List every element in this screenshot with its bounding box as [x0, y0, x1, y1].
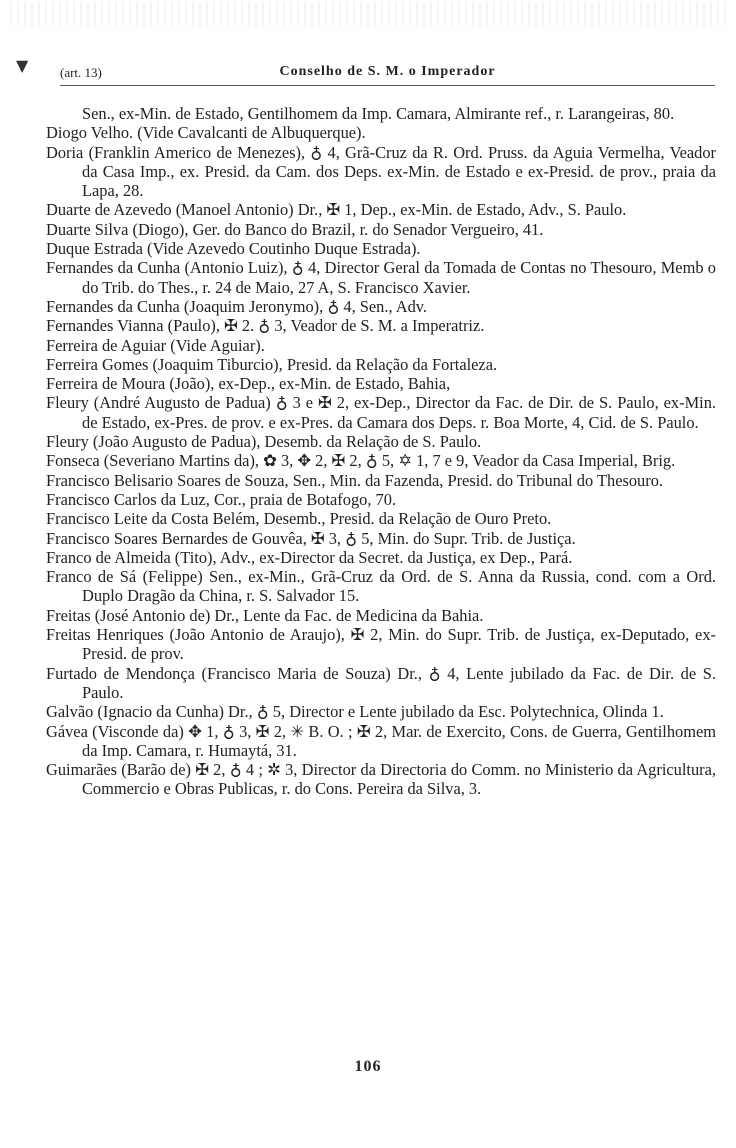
list-item: Fernandes da Cunha (Joaquim Jeronymo), ♁ 4, Sen., Adv.: [46, 296, 428, 316]
list-item: Fleury (André Augusto de Padua) ♁ 3 e ✠ 2, ex-Dep., Director da Fac. de Dir. de S. Paulo, ex-Min. de Estado, ex-Pres. de prov. e ex-Pres. da Camara dos Deps. r. Boa Morte, 4, Cid. de S. Paulo.: [46, 393, 716, 432]
list-item: Sen., ex-Min. de Estado, Gentilhomem da Imp. Camara, Almirante ref., r. Larangeiras, 80.: [82, 104, 675, 123]
list-item: Fernandes da Cunha (Antonio Luiz), ♁ 4, Director Geral da Tomada de Contas no Thesouro, Memb o do Trib. do Thes., r. 24 de Maio, 27 A, S. Francisco Xavier.: [46, 258, 716, 297]
list-item: Fonseca (Severiano Martins da), ✿ 3, ✥ 2, ✠ 2, ♁ 5, ✡ 1, 7 e 9, Veador da Casa Imperial, Brig.: [46, 451, 676, 471]
list-item: Ferreira Gomes (Joaquim Tiburcio), Presid. da Relação da Fortaleza.: [46, 354, 498, 374]
list-item: Francisco Carlos da Luz, Cor., praia de Botafogo, 70.: [46, 489, 397, 509]
list-item: Freitas (José Antonio de) Dr., Lente da Fac. de Medicina da Bahia.: [46, 605, 484, 625]
article-reference: (art. 13): [60, 65, 102, 80]
top-edge-noise: [10, 2, 726, 26]
list-item: Duque Estrada (Vide Azevedo Coutinho Duque Estrada).: [46, 239, 421, 259]
list-item: Galvão (Ignacio da Cunha) Dr., ♁ 5, Director e Lente jubilado da Esc. Polytechnica, Olinda 1.: [46, 702, 664, 722]
list-item: Franco de Almeida (Tito), Adv., ex-Director da Secret. da Justiça, ex Dep., Pará.: [46, 547, 573, 567]
list-item: Diogo Velho. (Vide Cavalcanti de Albuquerque).: [46, 123, 366, 143]
margin-mark: ▼: [16, 56, 29, 75]
running-header: [60, 63, 715, 86]
list-item: Fernandes Vianna (Paulo), ✠ 2. ♁ 3, Veador de S. M. a Imperatriz.: [46, 316, 485, 336]
list-item: Ferreira de Moura (João), ex-Dep., ex-Min. de Estado, Bahia,: [46, 374, 451, 394]
entry-list: [46, 104, 716, 799]
list-item: Fleury (João Augusto de Padua), Desemb. da Relação de S. Paulo.: [46, 432, 482, 452]
list-item: Furtado de Mendonça (Francisco Maria de Souza) Dr., ♁ 4, Lente jubilado da Fac. de Dir. de S. Paulo.: [46, 663, 716, 702]
list-item: Francisco Leite da Costa Belém, Desemb., Presid. da Relação de Ouro Preto.: [46, 509, 552, 529]
list-item: Duarte Silva (Diogo), Ger. do Banco do Brazil, r. do Senador Vergueiro, 41.: [46, 219, 544, 239]
list-item: Doria (Franklin Americo de Menezes), ♁ 4, Grã-Cruz da R. Ord. Pruss. da Aguia Vermelha, Veador da Casa Imp., ex. Presid. da Cam. dos Deps. ex-Min. de Estado e ex-Presid. de prov., praia da Lapa, 28.: [46, 142, 716, 201]
list-item: Gávea (Visconde da) ✥ 1, ♁ 3, ✠ 2, ✳ B. O. ; ✠ 2, Mar. de Exercito, Cons. de Guerra, Gentilhomem da Imp. Camara, r. Humaytá, 31.: [46, 721, 716, 760]
list-item: Francisco Belisario Soares de Souza, Sen., Min. da Fazenda, Presid. do Tribunal do Thesouro.: [46, 470, 663, 490]
list-item: Francisco Soares Bernardes de Gouvêa, ✠ 3, ♁ 5, Min. do Supr. Trib. de Justiça.: [46, 528, 576, 548]
list-item: Franco de Sá (Felippe) Sen., ex-Min., Grã-Cruz da Ord. de S. Anna da Russia, cond. com a Ord. Duplo Dragão da China, r. S. Salvador 15.: [46, 567, 716, 606]
list-item: Guimarães (Barão de) ✠ 2, ♁ 4 ; ✲ 3, Director da Directoria do Comm. no Ministerio da Agricultura, Commercio e Obras Publicas, r. do Cons. Pereira da Silva, 3.: [46, 760, 716, 799]
page-number: 106: [354, 1058, 382, 1075]
page-title: Conselho de S. M. o Imperador: [279, 64, 496, 79]
list-item: Freitas Henriques (João Antonio de Araujo), ✠ 2, Min. do Supr. Trib. de Justiça, ex-Deputado, ex-Presid. de prov.: [46, 625, 716, 664]
list-item: Duarte de Azevedo (Manoel Antonio) Dr., ✠ 1, Dep., ex-Min. de Estado, Adv., S. Paulo.: [46, 200, 627, 220]
list-item: Ferreira de Aguiar (Vide Aguiar).: [46, 335, 265, 355]
